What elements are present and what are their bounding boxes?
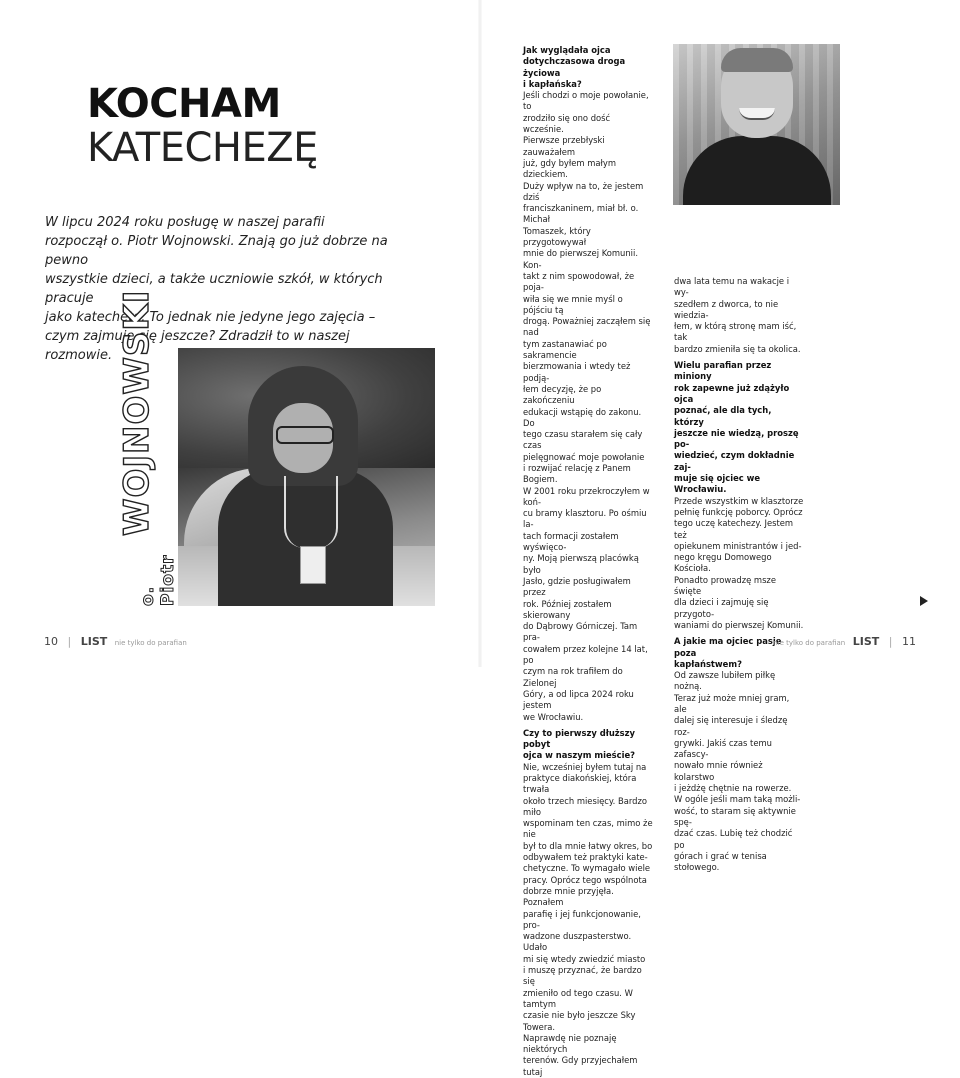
answer-line: dalej się interesuje i śledzę roz- bbox=[674, 715, 788, 737]
answer-line: zrodziło się ono dość wcześnie. bbox=[523, 112, 611, 135]
answer-line: szedłem z dworca, to nie wiedzia- bbox=[674, 298, 779, 320]
answer-line: dzać czas. Lubię też chodzić po bbox=[674, 828, 793, 850]
answer-line: ny. Moją pierwszą placówką było bbox=[523, 553, 639, 575]
question-line: wiedzieć, czym dokładnie zaj- bbox=[674, 450, 795, 472]
answer-line: drogą. Poważniej zacząłem się nad bbox=[523, 316, 651, 338]
footer-separator: | bbox=[67, 635, 72, 648]
answer-line: wspominam ten czas, mimo że nie bbox=[523, 818, 653, 840]
answer-line: pełnię funkcję poborcy. Oprócz bbox=[674, 506, 803, 517]
answer-line: bardzo zmieniła się ta okolica. bbox=[674, 343, 801, 354]
answer-line: parafię i jej funkcjonowanie, pro- bbox=[523, 908, 641, 930]
answer-line: chetyczne. To wymagało wiele bbox=[523, 863, 651, 874]
answer-line: i jeżdżę chętnie na rowerze. bbox=[674, 783, 792, 794]
answer-line: Ponadto prowadzę msze święte bbox=[674, 574, 776, 597]
question-line: ojca w naszym mieście? bbox=[523, 750, 636, 761]
answer-line: wadzone duszpasterstwo. Udało bbox=[523, 931, 632, 953]
answer-line: wość, to staram się aktywnie spę- bbox=[674, 805, 796, 827]
answer-line: Nie, wcześniej byłem tutaj na bbox=[523, 761, 647, 772]
question-line: Wielu parafian przez miniony bbox=[674, 360, 772, 382]
answer-line: łem decyzję, że po zakończeniu bbox=[523, 383, 602, 406]
article-column-2 bbox=[674, 276, 804, 873]
article-title-line1: KOCHAM bbox=[87, 81, 281, 127]
lead-line: W lipcu 2024 roku posługę w naszej parafii bbox=[45, 215, 325, 230]
answer-line: wiła się we mnie myśl o pójściu tą bbox=[523, 293, 623, 315]
answer-line: nego kręgu Domowego Kościoła. bbox=[674, 552, 772, 574]
answer-line: waniami do pierwszej Komunii. bbox=[674, 619, 804, 630]
answer-line: Jasło, gdzie posługiwałem przez bbox=[523, 575, 631, 598]
lead-line: wszystkie dzieci, a także uczniowie szkół, w których pracuje bbox=[45, 272, 383, 306]
footer-tagline: nie tylko do parafian bbox=[114, 639, 187, 647]
answer-line: do Dąbrowy Górniczej. Tam pra- bbox=[523, 621, 638, 643]
footer-right bbox=[773, 635, 916, 648]
answer-line: Duży wpływ na to, że jestem dziś bbox=[523, 180, 644, 202]
answer-line: opiekunem ministrantów i jed- bbox=[674, 540, 802, 551]
answer-line: mi się wtedy zwiedzić miasto bbox=[523, 953, 646, 964]
answer-line: górach i grać w tenisa stołowego. bbox=[674, 850, 767, 873]
lead-line: czym zajmuje się jeszcze? Zdradził to w naszej rozmowie. bbox=[45, 329, 350, 363]
answer-line: W ogóle jeśli mam taką możli- bbox=[674, 794, 801, 805]
answer-line: odbywałem też praktyki kate- bbox=[523, 852, 648, 863]
answer-line: takt z nim spowodował, że poja- bbox=[523, 270, 635, 293]
answer-line: czym na rok trafiłem do Zielonej bbox=[523, 666, 623, 688]
question-line: jeszcze nie wiedzą, proszę po- bbox=[674, 427, 799, 450]
article-column-1 bbox=[523, 45, 653, 1078]
answer-line: i rozwijać relację z Panem Bogiem. bbox=[523, 462, 631, 485]
answer-line: był to dla mnie łatwy okres, bo bbox=[523, 840, 653, 851]
question-line: kapłaństwem? bbox=[674, 658, 742, 669]
answer-line: dobrze mnie przyjęła. Poznałem bbox=[523, 885, 614, 908]
photo-friar-in-habit bbox=[178, 348, 435, 606]
answer-line: mnie do pierwszej Komunii. Kon- bbox=[523, 248, 638, 270]
answer-line: cu bramy klasztoru. Po ośmiu la- bbox=[523, 508, 647, 530]
question-line: i kapłańska? bbox=[523, 78, 582, 89]
answer-line: W 2001 roku przekroczyłem w koń- bbox=[523, 485, 650, 507]
answer-line: nowało mnie również kolarstwo bbox=[674, 760, 763, 782]
answer-line: i muszę przyznać, że bardzo się bbox=[523, 965, 642, 987]
answer-line: franciszkaninem, miał bł. o. Michał bbox=[523, 203, 639, 225]
article-title-line2: KATECHEZĘ bbox=[87, 125, 318, 171]
answer-line: około trzech miesięcy. Bardzo miło bbox=[523, 795, 647, 817]
answer-line: tego uczę katechezy. Jestem też bbox=[674, 518, 794, 540]
interviewee-last-name: WOJNOWSKI bbox=[117, 289, 157, 536]
page-number-left: 10 bbox=[44, 635, 58, 648]
question-line: Jak wyglądała ojca bbox=[523, 45, 611, 55]
answer-line: Przede wszystkim w klasztorze bbox=[674, 495, 804, 506]
answer-line: dwa lata temu na wakacje i wy- bbox=[674, 276, 790, 298]
answer-line: tach formacji zostałem wyświęco- bbox=[523, 530, 619, 553]
answer-line: praktyce diakońskiej, która trwała bbox=[523, 773, 637, 795]
answer-line: tym zastanawiać po sakramencie bbox=[523, 338, 607, 361]
question-line: Czy to pierwszy dłuższy pobyt bbox=[523, 727, 635, 750]
answer-line: bierzmowania i wtedy też podją- bbox=[523, 361, 631, 383]
lead-line: jako katecheta. To jednak nie jedyne jego zajęcia – bbox=[45, 310, 376, 325]
answer-line: Naprawdę nie poznaję niektórych bbox=[523, 1032, 617, 1055]
answer-line: już, gdy byłem małym dzieckiem. bbox=[523, 157, 617, 180]
answer-line: pielęgnować moje powołanie bbox=[523, 451, 645, 462]
answer-line: Jeśli chodzi o moje powołanie, to bbox=[523, 90, 649, 112]
answer-line: łem, w którą stronę mam iść, tak bbox=[674, 321, 797, 343]
interviewee-first-name: o. Piotr bbox=[138, 554, 178, 606]
answer-line: zmieniło od tego czasu. W tamtym bbox=[523, 987, 633, 1009]
play-arrow-icon[interactable] bbox=[920, 596, 928, 606]
answer-line: dla dzieci i zajmuję się przygoto- bbox=[674, 597, 769, 619]
article-lead bbox=[45, 213, 420, 365]
page-gutter bbox=[478, 0, 482, 667]
footer-tagline: nie tylko do parafian bbox=[773, 639, 846, 647]
answer-line: czasie nie było jeszcze Sky Towera. bbox=[523, 1010, 636, 1032]
footer-brand: LIST bbox=[852, 635, 880, 648]
answer-line: we Wrocławiu. bbox=[523, 711, 584, 722]
answer-line: Tomaszek, który przygotowywał bbox=[523, 225, 591, 248]
answer-line: edukacji wstąpię do zakonu. Do bbox=[523, 406, 642, 428]
page-number-right: 11 bbox=[902, 635, 916, 648]
question-line: A jakie ma ojciec pasje poza bbox=[674, 636, 782, 658]
answer-line: terenów. Gdy przyjechałem tutaj bbox=[523, 1055, 638, 1077]
answer-line: grywki. Jakiś czas temu zafascy- bbox=[674, 737, 772, 760]
answer-line: pracy. Oprócz tego wspólnota bbox=[523, 874, 647, 885]
question-line: muje się ojciec we Wrocławiu. bbox=[674, 473, 761, 495]
question-line: dotychczasowa droga życiowa bbox=[523, 56, 626, 78]
interviewee-name bbox=[112, 289, 178, 606]
answer-line: cowałem przez kolejne 14 lat, po bbox=[523, 643, 648, 666]
photo-portrait-smiling bbox=[673, 44, 840, 205]
footer-left bbox=[44, 635, 187, 648]
question-line: rok zapewne już zdążyło ojca bbox=[674, 382, 790, 404]
answer-line: rok. Później zostałem skierowany bbox=[523, 598, 612, 620]
answer-line: Teraz już może mniej gram, ale bbox=[674, 692, 790, 714]
answer-line: Od zawsze lubiłem piłkę nożną. bbox=[674, 670, 776, 692]
lead-line: rozpoczął o. Piotr Wojnowski. Znają go już dobrze na pewno bbox=[45, 234, 388, 268]
footer-brand: LIST bbox=[80, 635, 108, 648]
answer-line: tego czasu starałem się cały czas bbox=[523, 429, 643, 451]
footer-separator: | bbox=[888, 635, 893, 648]
answer-line: Góry, a od lipca 2024 roku jestem bbox=[523, 688, 634, 711]
answer-line: Pierwsze przebłyski zauważałem bbox=[523, 135, 605, 157]
question-line: poznać, ale dla tych, którzy bbox=[674, 405, 772, 427]
